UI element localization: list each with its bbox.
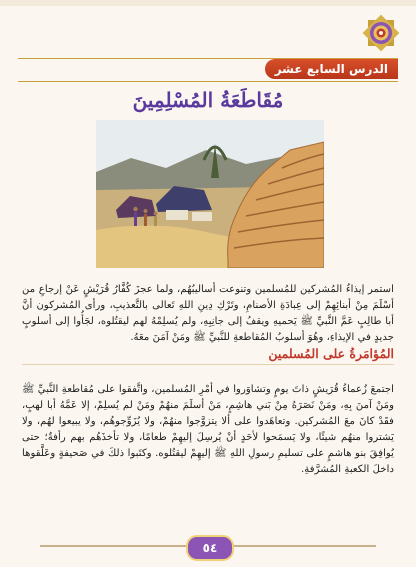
lesson-label: الدرس السابع عشر	[265, 59, 398, 79]
lesson-header-bar	[18, 58, 398, 82]
desert-camp-illustration	[96, 120, 324, 268]
page-number-badge: ٥٤	[186, 535, 234, 561]
section-divider	[22, 364, 394, 365]
star-ornament-icon	[360, 12, 402, 54]
page-title: مُقَاطَعَةُ المُسْلِمِينَ	[132, 88, 284, 112]
section-heading: المُؤامَرةُ على المُسلمين	[268, 346, 394, 361]
intro-paragraph: استمر إيذاءُ المُشركين للمُسلمين وتنوعت أساليبُهُم، ولما عجزَ كُفَّارُ قُرَيْشٍ عَنْ إرجاعِ من أسْلَمَ مِنْ أبنائِهِمْ إلى عِبادَةِ الأصنامِ، وتَرْكِ دِينِ اللهِ تَعالى بالتَّعذيبِ، ورأى المُشركون أنَّ أبا طالِبٍ عَمَّ النَّبيِّ ﷺ يَحميهِ ويقفُ إلى جانِبِهِ، ولم يُسلِمْهُ لهم ليقتُلوه، لجَأُوا إلى أسلوبٍ جديدٍ في الإيذاءِ، وهُوَ أسلوبُ المُقاطعةِ للنَّبيِّ ﷺ ومَنْ آمَنَ معَهُ.	[22, 284, 394, 344]
page-top-border	[0, 0, 416, 6]
section-paragraph: اجتمعَ زُعماءُ قُرَيشٍ ذاتَ يومٍ وتشاوَروا في أمْرِ المُسلمين، واتَّفقوا على مُقاطعةِ النَّبيِّ ﷺ ومَنْ آمنَ بِهِ، ومَنْ نَصَرَهُ مِنْ بَني هاشِمٍ، مَنْ أسلَمَ منهُمْ ومَنْ لم يُسلِمْ، إلا عَمَّهُ أبا لهبٍ، فقَدْ كانَ معَ المُشركين. وتعاهَدوا على ألا يتزوَّجوا منهُمْ، ولا يُزَوِّجوهُم، ولا يبيعوا لهُم، ولا يَشتروا منهُم شيئًا، ولا يَسمَحوا لأحَدٍ أنْ يُرسِلَ إليهِمْ طعامًا، ولا تأخذَهُم بهم رأفةٌ؛ حتى يُوافِقَ بنو هاشمٍ على تسليمِ رسولِ اللهِ ﷺ إليهِمْ ليقتُلوه. وكتَبوا ذلكَ في صَحيفةٍ وعَلَّقوها داخلَ الكعبةِ المُشرَّفةِ.	[22, 384, 394, 476]
